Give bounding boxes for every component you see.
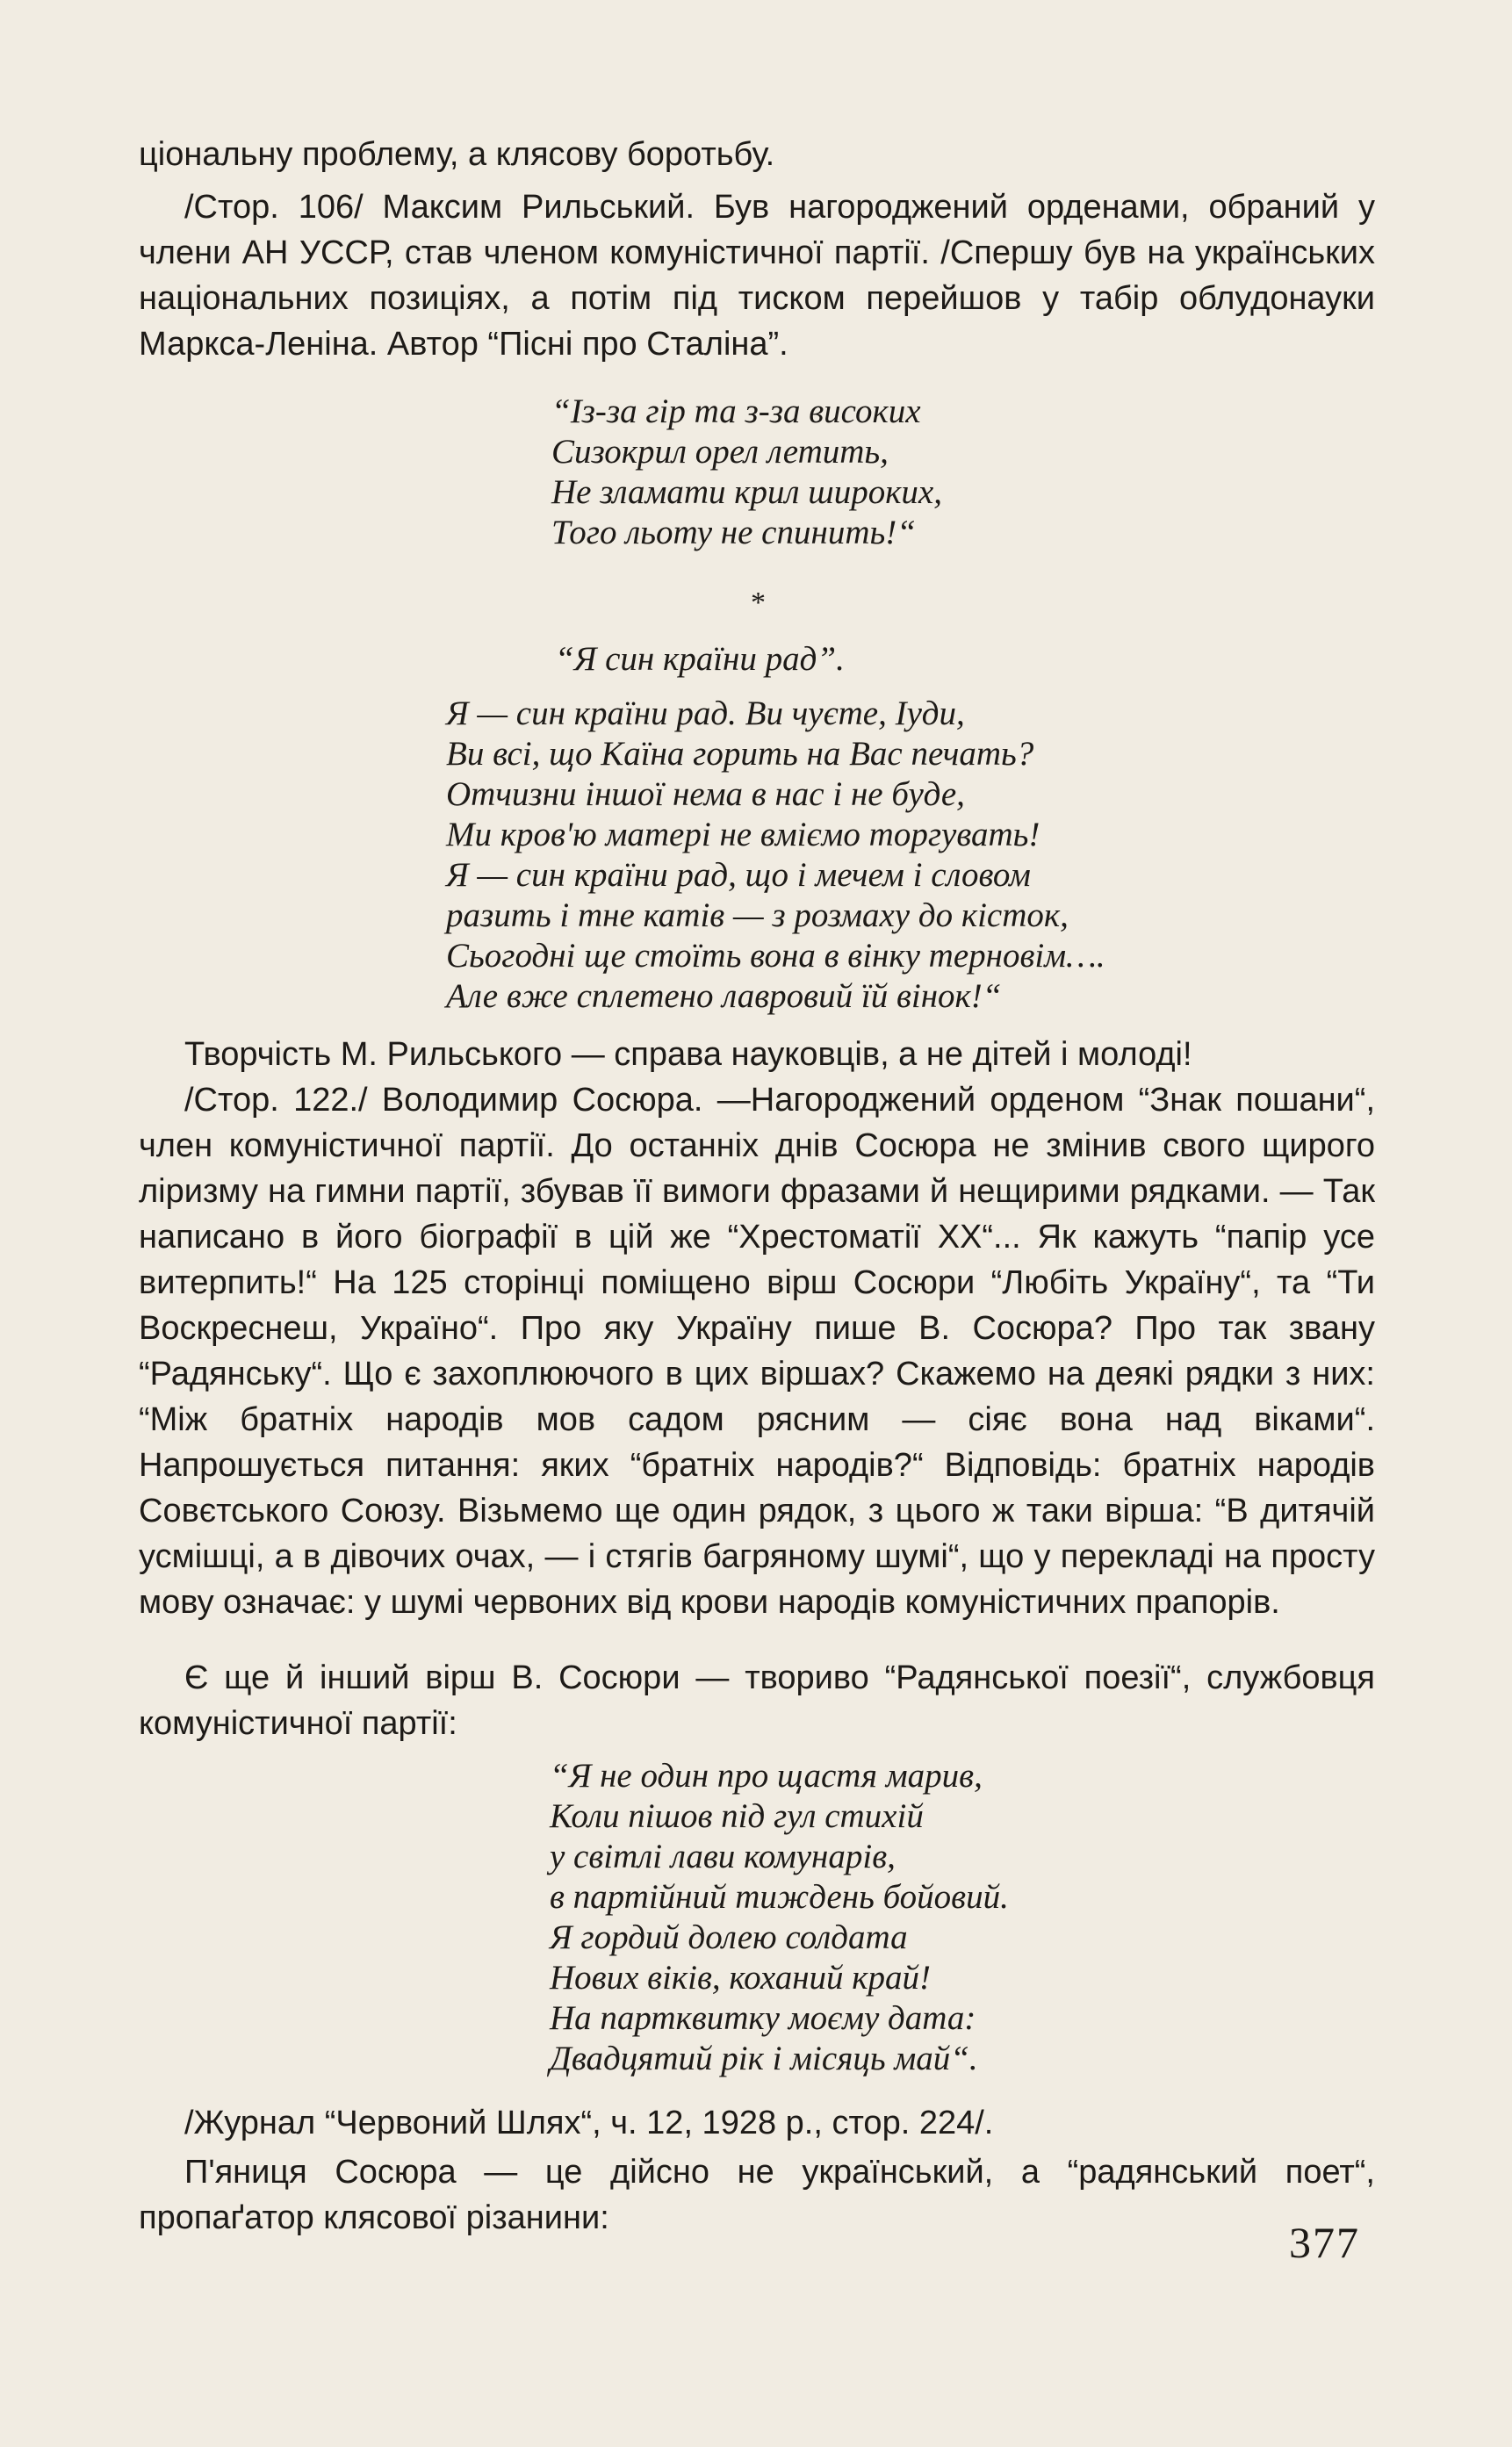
verse-line: разить і тне катів — з розмаху до кісток,	[446, 896, 1069, 934]
closing-paragraph: П'яниця Сосюра — це дійсно не український, а “радянський поет“, пропаґатор клясової різанини:	[139, 2154, 1375, 2236]
verse-line: Але вже сплетено лавровий їй вінок!“	[446, 977, 1002, 1015]
verse-line: Сьогодні ще стоїть вона в вінку терновім….	[446, 937, 1105, 975]
poem-title: “Я син країни рад”.	[555, 640, 845, 678]
verse-line: в партійний тиждень бойовий.	[550, 1878, 1009, 1916]
sosiura-paragraph: /Стор. 122./ Володимир Сосюра. —Нагороджений орденом “Знак пошани“, член комуністичної партії. До останніх днів Сосюра не змінив свого щирого ліризму на гимни партії, збував її вимоги фразами й нещирими рядками. — Так написано в його біографії в цій же “Хрестоматії ХХ“... Як кажуть “папір усе витерпить!“ На 125 сторінці поміщено вірш Сосюри “Любіть Україну“, та “Ти Воскреснеш, Україно“. Про яку Україну пише В. Сосюра? Про так звану “Радянську“. Що є захоплюючого в цих віршах? Скажемо на деякі рядки з них: “Між братніх народів мов садом рясним — сіяє вона над віками“. Напрошується питання: яких “братніх народів?“ Відповідь: братніх народів Совєтського Союзу. Візьмемо ще один рядок, з цього ж таки вірша: “В дитячій усмішці, а в дівочих очах, — і стягів багряному шумі“, що у перекладі на просту мову означає: у шумі червоних від крови народів комуністичних прапорів.	[139, 1082, 1375, 1621]
verse-line: Того льоту не спинить!“	[551, 514, 916, 551]
verse-line: Я — син країни рад. Ви чуєте, Іуди,	[446, 695, 965, 732]
verse-line: Не зламати крил широких,	[551, 473, 942, 511]
verse-line: Коли пішов під гул стихій	[550, 1797, 924, 1835]
rylsky-paragraph: /Стор. 106/ Максим Рильський. Був нагороджений орденами, обраний у члени АН УССР, став членом комуністичної партії. /Спершу був на українських національних позиціях, а потім під тиском перейшов у табір облудонауки Маркса-Леніна. Автор “Пісні про Сталіна”.	[139, 189, 1375, 363]
verse-line: Ми кров'ю матері не вміємо торгувать!	[446, 816, 1040, 853]
verse-line: На партквитку моєму дата:	[550, 1999, 976, 2037]
another-poem-intro: Є ще й інший вірш В. Сосюри — твориво “Радянської поезії“, службовця комуністичної партії:	[139, 1659, 1375, 1742]
verse-line: Отчизни іншої нема в нас і не буде,	[446, 775, 965, 813]
verse-line: у світлі лави комунарів,	[550, 1838, 896, 1875]
verse-line: Нових віків, коханий край!	[550, 1959, 932, 1997]
poem-son	[446, 694, 1105, 1017]
verse-line: Я — син країни рад, що і мечем і словом	[446, 856, 1031, 894]
poem-party	[550, 1756, 1009, 2079]
verse-line: Двадцятий рік і місяць май“.	[550, 2040, 978, 2077]
journal-reference: /Журнал “Червоний Шлях“, ч. 12, 1928 р., стор. 224/.	[184, 2105, 994, 2141]
page-number: 377	[1289, 2218, 1360, 2267]
section-separator: *	[751, 587, 766, 619]
rylsky-conclusion: Творчість М. Рильського — справа науковців, а не дітей і молоді!	[184, 1036, 1192, 1073]
verse-line: “Я не один про щастя марив,	[550, 1757, 983, 1795]
verse-line: Ви всі, що Каїна горить на Вас печать?	[446, 735, 1034, 773]
verse-line: Я гордий долею солдата	[550, 1918, 908, 1956]
verse-line: “Із-за гір та з-за високих	[551, 392, 921, 430]
verse-line: Сизокрил орел летить,	[551, 433, 889, 471]
opening-line: ціональну проблему, а клясову боротьбу.	[139, 136, 775, 173]
poem-stalin	[551, 392, 942, 553]
